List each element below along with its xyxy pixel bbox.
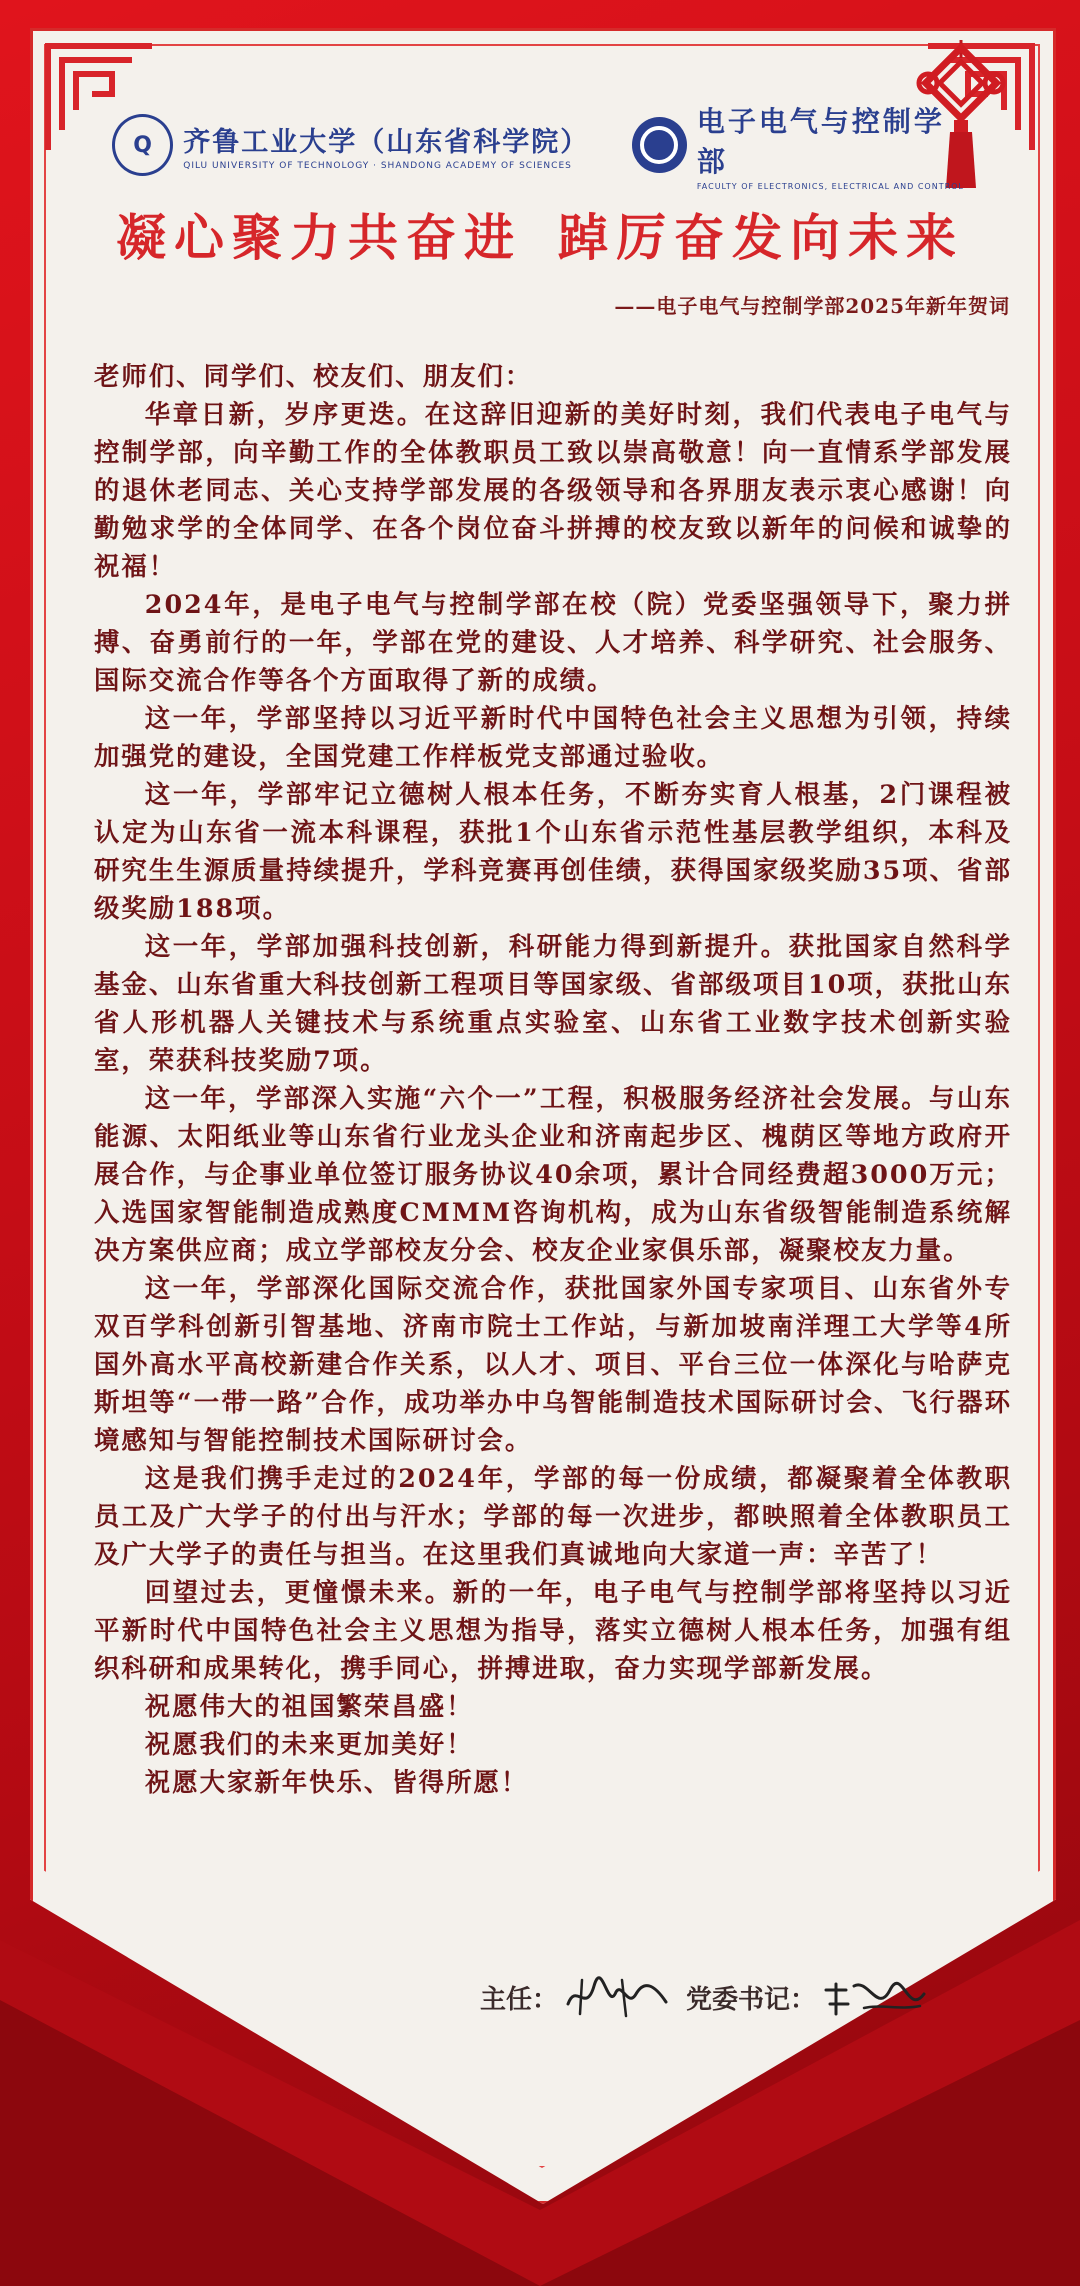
wish-line: 祝愿伟大的祖国繁荣昌盛！ <box>144 1691 474 1721</box>
school-emblem-icon: Q <box>112 114 173 176</box>
secretary-label: 党委书记： <box>686 1984 817 2015</box>
paragraph: 这一年，学部加强科技创新，科研能力得到新提升。获批国家自然科学基金、山东省重大科技创新工程项目等国家级、省部级项目10项，获批山东省人形机器人关键技术与系统重点实验室、山东省工业数字技术创新实验室，荣获科技奖励7项。 <box>94 931 1012 1075</box>
greeting: 老师们、同学们、校友们、朋友们： <box>94 361 533 391</box>
wish-line: 祝愿大家新年快乐、皆得所愿！ <box>144 1767 529 1797</box>
paragraph: 2024年，是电子电气与控制学部在校（院）党委坚强领导下，聚力拼搏、奋勇前行的一年，学部在党的建设、人才培养、科学研究、社会服务、国际交流合作等各个方面取得了新的成绩。 <box>94 589 1012 695</box>
director-signature-icon <box>562 1974 672 2020</box>
paragraph: 这一年，学部牢记立德树人根本任务，不断夯实育人根基，2门课程被认定为山东省一流本科课程，获批1个山东省示范性基层教学组织，本科及研究生生源质量持续提升，学科竞赛再创佳绩，获得国家级奖励35项、省部级奖励188项。 <box>94 779 1012 923</box>
school-logo-text <box>183 120 590 171</box>
paragraph: 这一年，学部坚持以习近平新时代中国特色社会主义思想为引领，持续加强党的建设，全国党建工作样板党支部通过验收。 <box>94 703 1012 771</box>
school-name-cn: 齐鲁工业大学（山东省科学院） <box>183 126 590 158</box>
paragraph: 这是我们携手走过的2024年，学部的每一份成绩，都凝聚着全体教职员工及广大学子的付出与汗水；学部的每一次进步，都映照着全体教职员工及广大学子的责任与担当。在这里我们真诚地向大家道一声：辛苦了！ <box>94 1463 1012 1569</box>
paragraph: 这一年，学部深入实施“六个一”工程，积极服务经济社会发展。与山东能源、太阳纸业等山东省行业龙头企业和济南起步区、槐荫区等地方政府开展合作，与企事业单位签订服务协议40余项，累计合同经费超3000万元；入选国家智能制造成熟度CMMM咨询机构，成为山东省级智能制造系统解决方案供应商；成立学部校友分会、校友企业家俱乐部，凝聚校友力量。 <box>94 1083 1012 1265</box>
title-part-2: 踔厉奋发向未来 <box>558 208 964 267</box>
school-name-en: QILU UNIVERSITY OF TECHNOLOGY · SHANDONG ACADEMY OF SCIENCES <box>183 160 572 171</box>
page-title <box>0 198 1080 270</box>
wish-line: 祝愿我们的未来更加美好！ <box>144 1729 474 1759</box>
signature-line <box>480 1972 1040 2022</box>
director-label: 主任： <box>480 1984 559 2015</box>
title-part-1: 凝心聚力共奋进 <box>116 208 522 267</box>
page-subtitle: ——电子电气与控制学部2025年新年贺词 <box>614 294 1010 318</box>
dept-emblem-icon <box>632 117 687 173</box>
dept-name-cn: 电子电气与控制学部 <box>696 104 945 178</box>
paragraph: 华章日新，岁序更迭。在这辞旧迎新的美好时刻，我们代表电子电气与控制学部，向辛勤工作的全体教职员工致以崇高敬意！向一直情系学部发展的退休老同志、关心支持学部发展的各级领导和各界朋友表示衷心感谢！向勤勉求学的全体同学、在各个岗位奋斗拼搏的校友致以新年的问候和诚挚的祝福！ <box>94 399 1012 581</box>
header-logos <box>112 104 972 191</box>
dept-logo <box>632 100 972 191</box>
paragraph: 这一年，学部深化国际交流合作，获批国家外国专家项目、山东省外专双百学科创新引智基地、济南市院士工作站，与新加坡南洋理工大学等4所国外高水平高校新建合作关系，以人才、项目、平台三位一体深化与哈萨克斯坦等“一带一路”合作，成功举办中乌智能制造技术国际研讨会、飞行器环境感知与智能控制技术国际研讨会。 <box>94 1273 1012 1455</box>
letter-body <box>94 357 1012 1801</box>
paragraph: 回望过去，更憧憬未来。新的一年，电子电气与控制学部将坚持以习近平新时代中国特色社会主义思想为指导，落实立德树人根本任务，加强有组织科研和成果转化，携手同心，拼搏进取，奋力实现学部新发展。 <box>94 1577 1012 1683</box>
dept-logo-text <box>697 100 972 191</box>
secretary-signature-icon <box>820 1974 930 2020</box>
dept-name-en: FACULTY OF ELECTRONICS, ELECTRICAL AND CONTROL <box>696 181 964 191</box>
